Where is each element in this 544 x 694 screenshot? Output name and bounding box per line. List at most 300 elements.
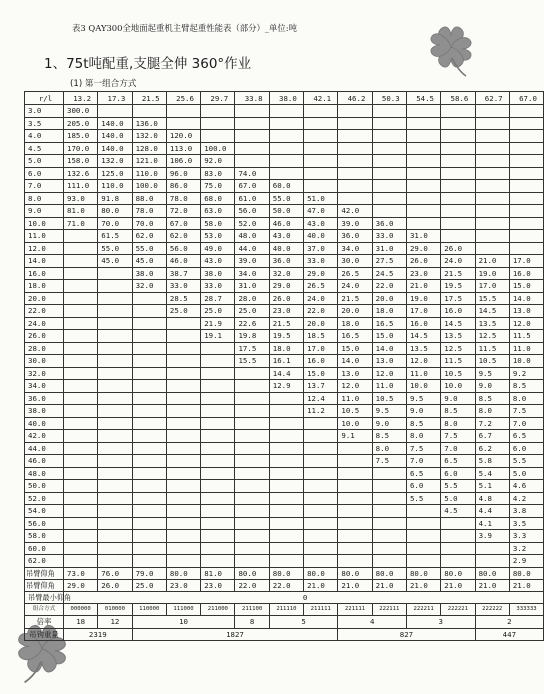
capacity-cell: 4.5 <box>441 505 475 518</box>
radius-cell: 18.0 <box>25 280 64 293</box>
capacity-cell: 61.5 <box>98 230 132 243</box>
capacity-cell: 12.0 <box>509 317 543 330</box>
capacity-cell: 13.5 <box>475 317 509 330</box>
capacity-cell <box>338 442 372 455</box>
radius-cell: 14.0 <box>25 255 64 268</box>
capacity-cell: 21.9 <box>201 317 235 330</box>
capacity-cell <box>441 205 475 218</box>
capacity-cell <box>372 467 406 480</box>
capacity-cell <box>509 230 543 243</box>
combination-cell: 211111 <box>304 603 338 616</box>
capacity-cell: 5.4 <box>475 467 509 480</box>
capacity-cell: 29.0 <box>269 280 303 293</box>
capacity-cell <box>441 530 475 543</box>
table-row <box>25 380 544 393</box>
capacity-cell <box>269 167 303 180</box>
capacity-cell <box>98 505 132 518</box>
capacity-cell <box>509 130 543 143</box>
capacity-cell <box>269 530 303 543</box>
boom-length-header: 33.8 <box>235 92 269 105</box>
reeving-cell: 2 <box>475 616 544 629</box>
table-row <box>25 355 544 368</box>
capacity-cell: 2.9 <box>509 555 543 568</box>
capacity-cell: 140.0 <box>98 117 132 130</box>
capacity-cell: 15.0 <box>304 367 338 380</box>
capacity-cell <box>304 142 338 155</box>
capacity-cell <box>98 342 132 355</box>
capacity-cell <box>166 355 200 368</box>
angle-cell: 80.0 <box>166 567 200 579</box>
capacity-cell <box>441 192 475 205</box>
combination-cell: 010000 <box>98 603 132 616</box>
capacity-cell <box>235 155 269 168</box>
radius-cell: 6.0 <box>25 167 64 180</box>
capacity-cell: 11.0 <box>509 342 543 355</box>
angle-cell: 22.0 <box>235 579 269 591</box>
capacity-cell <box>269 555 303 568</box>
boom-length-header: 13.2 <box>64 92 98 105</box>
capacity-cell: 17.0 <box>475 280 509 293</box>
capacity-cell <box>338 455 372 468</box>
capacity-cell <box>441 155 475 168</box>
capacity-cell: 158.0 <box>64 155 98 168</box>
capacity-cell <box>475 117 509 130</box>
angle-cell: 22.0 <box>269 579 303 591</box>
capacity-cell <box>475 555 509 568</box>
capacity-cell <box>98 442 132 455</box>
capacity-cell <box>441 167 475 180</box>
radius-cell: 11.0 <box>25 230 64 243</box>
capacity-cell <box>201 380 235 393</box>
capacity-cell <box>132 455 166 468</box>
capacity-cell <box>269 517 303 530</box>
capacity-cell <box>132 317 166 330</box>
capacity-cell: 17.0 <box>509 255 543 268</box>
capacity-cell <box>64 255 98 268</box>
radius-cell: 46.0 <box>25 455 64 468</box>
capacity-cell <box>64 417 98 430</box>
capacity-cell <box>509 192 543 205</box>
capacity-cell <box>304 542 338 555</box>
capacity-cell: 32.0 <box>132 280 166 293</box>
capacity-cell <box>441 180 475 193</box>
capacity-cell <box>98 417 132 430</box>
capacity-cell <box>235 505 269 518</box>
capacity-cell: 92.0 <box>201 155 235 168</box>
capacity-cell: 44.0 <box>235 242 269 255</box>
capacity-cell <box>372 505 406 518</box>
capacity-cell <box>201 517 235 530</box>
capacity-cell <box>269 130 303 143</box>
capacity-cell: 50.0 <box>269 205 303 218</box>
capacity-cell: 53.0 <box>201 230 235 243</box>
subsection-heading: (1) 第一组合方式 <box>70 79 137 89</box>
capacity-cell <box>406 117 440 130</box>
radius-cell: 56.0 <box>25 517 64 530</box>
table-row <box>25 280 544 293</box>
capacity-cell <box>269 492 303 505</box>
capacity-cell: 11.0 <box>338 392 372 405</box>
capacity-cell: 24.0 <box>441 255 475 268</box>
capacity-cell: 4.2 <box>509 492 543 505</box>
capacity-cell: 106.0 <box>166 155 200 168</box>
capacity-cell: 20.0 <box>338 305 372 318</box>
table-row <box>25 430 544 443</box>
capacity-cell <box>235 442 269 455</box>
capacity-cell <box>441 142 475 155</box>
capacity-cell <box>64 355 98 368</box>
capacity-cell <box>304 417 338 430</box>
capacity-cell: 12.0 <box>406 355 440 368</box>
capacity-cell: 7.0 <box>509 417 543 430</box>
radius-cell: 5.0 <box>25 155 64 168</box>
capacity-cell <box>235 430 269 443</box>
capacity-cell: 91.8 <box>98 192 132 205</box>
capacity-cell: 4.8 <box>475 492 509 505</box>
capacity-cell: 14.0 <box>372 342 406 355</box>
boom-length-header: 50.3 <box>372 92 406 105</box>
capacity-cell: 96.0 <box>166 167 200 180</box>
radius-cell: 52.0 <box>25 492 64 505</box>
capacity-cell <box>98 492 132 505</box>
capacity-cell: 34.0 <box>338 242 372 255</box>
capacity-cell: 14.0 <box>338 355 372 368</box>
capacity-cell: 110.0 <box>132 167 166 180</box>
capacity-cell: 21.5 <box>269 317 303 330</box>
capacity-cell <box>201 430 235 443</box>
clover-icon <box>420 18 482 80</box>
capacity-cell <box>166 542 200 555</box>
capacity-cell: 100.0 <box>132 180 166 193</box>
boom-length-header: 21.5 <box>132 92 166 105</box>
capacity-cell: 15.5 <box>235 355 269 368</box>
capacity-cell <box>509 217 543 230</box>
capacity-cell: 8.0 <box>441 417 475 430</box>
table-row <box>25 205 544 218</box>
reeving-label: 倍率 <box>25 616 64 629</box>
table-row <box>25 417 544 430</box>
capacity-cell: 13.0 <box>372 355 406 368</box>
capacity-cell <box>132 380 166 393</box>
capacity-cell: 38.0 <box>201 267 235 280</box>
capacity-cell: 60.0 <box>269 180 303 193</box>
capacity-cell: 17.0 <box>304 342 338 355</box>
capacity-cell <box>132 355 166 368</box>
capacity-cell: 18.5 <box>304 330 338 343</box>
capacity-cell: 19.5 <box>269 330 303 343</box>
capacity-cell: 136.0 <box>132 117 166 130</box>
combination-cell: 222111 <box>372 603 406 616</box>
capacity-cell <box>372 555 406 568</box>
capacity-cell: 28.5 <box>166 292 200 305</box>
capacity-cell: 13.5 <box>441 330 475 343</box>
capacity-cell <box>406 180 440 193</box>
capacity-cell: 15.0 <box>338 342 372 355</box>
capacity-cell: 43.0 <box>269 230 303 243</box>
capacity-cell <box>475 192 509 205</box>
capacity-cell <box>235 392 269 405</box>
capacity-cell: 88.0 <box>132 192 166 205</box>
capacity-cell: 12.4 <box>304 392 338 405</box>
capacity-cell: 9.0 <box>475 380 509 393</box>
capacity-cell <box>166 505 200 518</box>
table-row <box>25 517 544 530</box>
capacity-cell <box>304 467 338 480</box>
capacity-cell <box>98 480 132 493</box>
capacity-cell: 63.0 <box>201 205 235 218</box>
capacity-cell <box>132 292 166 305</box>
capacity-cell <box>304 480 338 493</box>
capacity-cell: 128.0 <box>132 142 166 155</box>
capacity-cell <box>166 380 200 393</box>
capacity-cell: 9.5 <box>372 405 406 418</box>
capacity-cell <box>406 542 440 555</box>
capacity-cell <box>235 117 269 130</box>
capacity-cell <box>269 542 303 555</box>
capacity-cell: 11.5 <box>475 342 509 355</box>
reeving-cell: 4 <box>338 616 407 629</box>
capacity-cell: 14.5 <box>441 317 475 330</box>
angle-cell: 26.0 <box>98 579 132 591</box>
capacity-cell <box>98 280 132 293</box>
boom-length-header: 38.0 <box>269 92 303 105</box>
capacity-cell <box>269 455 303 468</box>
capacity-cell: 8.5 <box>441 405 475 418</box>
capacity-cell <box>338 155 372 168</box>
capacity-cell <box>406 130 440 143</box>
capacity-cell: 4.6 <box>509 480 543 493</box>
capacity-cell: 132.0 <box>98 155 132 168</box>
radius-cell: 28.0 <box>25 342 64 355</box>
capacity-cell <box>372 155 406 168</box>
capacity-cell: 8.5 <box>475 392 509 405</box>
capacity-cell: 48.0 <box>235 230 269 243</box>
capacity-cell <box>132 430 166 443</box>
capacity-cell <box>201 542 235 555</box>
capacity-cell <box>201 492 235 505</box>
capacity-cell <box>64 442 98 455</box>
table-row <box>25 330 544 343</box>
hook-weight-row <box>25 628 544 641</box>
capacity-cell: 21.5 <box>441 267 475 280</box>
capacity-cell: 13.0 <box>509 305 543 318</box>
capacity-cell <box>235 480 269 493</box>
capacity-cell <box>235 455 269 468</box>
radius-cell: 4.5 <box>25 142 64 155</box>
capacity-cell: 22.0 <box>304 305 338 318</box>
boom-length-header: 58.6 <box>441 92 475 105</box>
capacity-cell <box>269 392 303 405</box>
capacity-cell <box>98 530 132 543</box>
capacity-cell <box>372 105 406 118</box>
boom-length-header: 54.5 <box>406 92 440 105</box>
capacity-cell: 8.0 <box>475 405 509 418</box>
combination-cell: 000000 <box>64 603 98 616</box>
capacity-cell: 11.0 <box>372 380 406 393</box>
capacity-cell: 6.0 <box>441 467 475 480</box>
capacity-cell: 58.0 <box>201 217 235 230</box>
capacity-cell <box>338 505 372 518</box>
capacity-cell: 13.0 <box>338 367 372 380</box>
capacity-cell: 3.2 <box>509 542 543 555</box>
radius-cell: 9.0 <box>25 205 64 218</box>
radius-cell: 3.5 <box>25 117 64 130</box>
capacity-cell <box>98 467 132 480</box>
capacity-cell: 19.8 <box>235 330 269 343</box>
capacity-cell <box>304 492 338 505</box>
angle-cell: 21.0 <box>338 579 372 591</box>
capacity-cell: 9.1 <box>338 430 372 443</box>
table-caption: 表3 QAY300全地面起重机主臂起重性能表（部分）_单位:吨 <box>72 23 297 33</box>
capacity-cell: 19.0 <box>406 292 440 305</box>
capacity-cell <box>98 355 132 368</box>
capacity-cell <box>201 530 235 543</box>
table-row <box>25 230 544 243</box>
radius-cell: 62.0 <box>25 555 64 568</box>
capacity-cell: 8.5 <box>372 430 406 443</box>
capacity-cell: 9.5 <box>406 392 440 405</box>
angle-cell: 21.0 <box>441 579 475 591</box>
capacity-cell: 6.5 <box>509 430 543 443</box>
capacity-cell: 31.0 <box>372 242 406 255</box>
capacity-cell: 13.7 <box>304 380 338 393</box>
capacity-cell <box>201 555 235 568</box>
table-row <box>25 392 544 405</box>
capacity-cell <box>475 105 509 118</box>
capacity-cell: 120.0 <box>166 130 200 143</box>
capacity-cell <box>132 542 166 555</box>
reeving-cell: 8 <box>235 616 269 629</box>
capacity-cell: 15.0 <box>372 330 406 343</box>
capacity-cell <box>509 155 543 168</box>
capacity-cell <box>166 342 200 355</box>
reeving-cell: 3 <box>406 616 475 629</box>
capacity-cell <box>269 505 303 518</box>
capacity-cell: 46.0 <box>269 217 303 230</box>
capacity-cell: 68.0 <box>201 192 235 205</box>
capacity-cell: 7.0 <box>441 442 475 455</box>
capacity-cell: 300.0 <box>64 105 98 118</box>
capacity-cell: 6.2 <box>475 442 509 455</box>
capacity-cell: 70.0 <box>132 217 166 230</box>
capacity-cell <box>98 367 132 380</box>
capacity-cell: 34.0 <box>235 267 269 280</box>
table-row <box>25 530 544 543</box>
capacity-cell <box>132 517 166 530</box>
combination-cell: 222221 <box>441 603 475 616</box>
capacity-cell <box>475 142 509 155</box>
capacity-cell <box>441 555 475 568</box>
angle-cell: 25.0 <box>132 579 166 591</box>
capacity-cell <box>64 267 98 280</box>
capacity-cell: 6.0 <box>509 442 543 455</box>
capacity-cell <box>338 180 372 193</box>
angle-cell: 21.0 <box>304 579 338 591</box>
capacity-cell <box>304 180 338 193</box>
capacity-cell <box>269 105 303 118</box>
capacity-cell <box>269 142 303 155</box>
capacity-cell: 18.0 <box>338 317 372 330</box>
capacity-cell <box>132 505 166 518</box>
capacity-cell <box>304 117 338 130</box>
capacity-cell: 7.5 <box>441 430 475 443</box>
capacity-cell <box>201 405 235 418</box>
angle-cell: 80.0 <box>441 567 475 579</box>
radius-cell: 3.0 <box>25 105 64 118</box>
capacity-cell <box>132 467 166 480</box>
capacity-cell <box>132 342 166 355</box>
angle-cell: 80.0 <box>509 567 543 579</box>
capacity-cell: 10.5 <box>441 367 475 380</box>
capacity-cell: 121.0 <box>132 155 166 168</box>
capacity-cell <box>338 105 372 118</box>
capacity-cell <box>304 530 338 543</box>
capacity-cell <box>64 342 98 355</box>
capacity-cell: 6.0 <box>406 480 440 493</box>
capacity-cell: 49.0 <box>201 242 235 255</box>
radius-cell: 16.0 <box>25 267 64 280</box>
radius-cell: 22.0 <box>25 305 64 318</box>
capacity-cell <box>269 442 303 455</box>
capacity-cell <box>338 492 372 505</box>
capacity-cell <box>98 380 132 393</box>
capacity-cell <box>201 355 235 368</box>
capacity-cell: 21.0 <box>475 255 509 268</box>
capacity-cell <box>406 205 440 218</box>
table-row <box>25 442 544 455</box>
combination-cell: 333333 <box>509 603 543 616</box>
capacity-cell <box>132 405 166 418</box>
capacity-cell <box>304 555 338 568</box>
capacity-cell: 8.5 <box>509 380 543 393</box>
capacity-cell <box>304 442 338 455</box>
table-row <box>25 117 544 130</box>
capacity-cell: 6.7 <box>475 430 509 443</box>
radius-cell: 54.0 <box>25 505 64 518</box>
radius-cell: 20.0 <box>25 292 64 305</box>
min-elevation-row <box>25 591 544 603</box>
capacity-cell: 16.5 <box>338 330 372 343</box>
capacity-cell <box>64 292 98 305</box>
capacity-cell <box>201 442 235 455</box>
capacity-cell <box>338 192 372 205</box>
capacity-cell: 6.5 <box>441 455 475 468</box>
capacity-cell <box>304 167 338 180</box>
capacity-cell: 55.0 <box>269 192 303 205</box>
capacity-cell: 56.0 <box>166 242 200 255</box>
capacity-cell: 67.0 <box>166 217 200 230</box>
capacity-cell: 80.0 <box>98 205 132 218</box>
capacity-cell: 26.5 <box>304 280 338 293</box>
capacity-cell: 113.0 <box>166 142 200 155</box>
capacity-cell <box>132 330 166 343</box>
capacity-cell: 28.7 <box>201 292 235 305</box>
capacity-cell <box>372 192 406 205</box>
capacity-cell: 18.0 <box>372 305 406 318</box>
capacity-cell <box>269 117 303 130</box>
capacity-cell <box>201 392 235 405</box>
capacity-cell <box>509 105 543 118</box>
table-row <box>25 542 544 555</box>
capacity-cell <box>235 492 269 505</box>
capacity-cell <box>166 105 200 118</box>
angle-cell: 21.0 <box>475 579 509 591</box>
capacity-cell: 56.0 <box>235 205 269 218</box>
combination-cell: 221111 <box>338 603 372 616</box>
radius-cell: 8.0 <box>25 192 64 205</box>
angle-cell: 23.0 <box>166 579 200 591</box>
capacity-cell: 7.2 <box>475 417 509 430</box>
